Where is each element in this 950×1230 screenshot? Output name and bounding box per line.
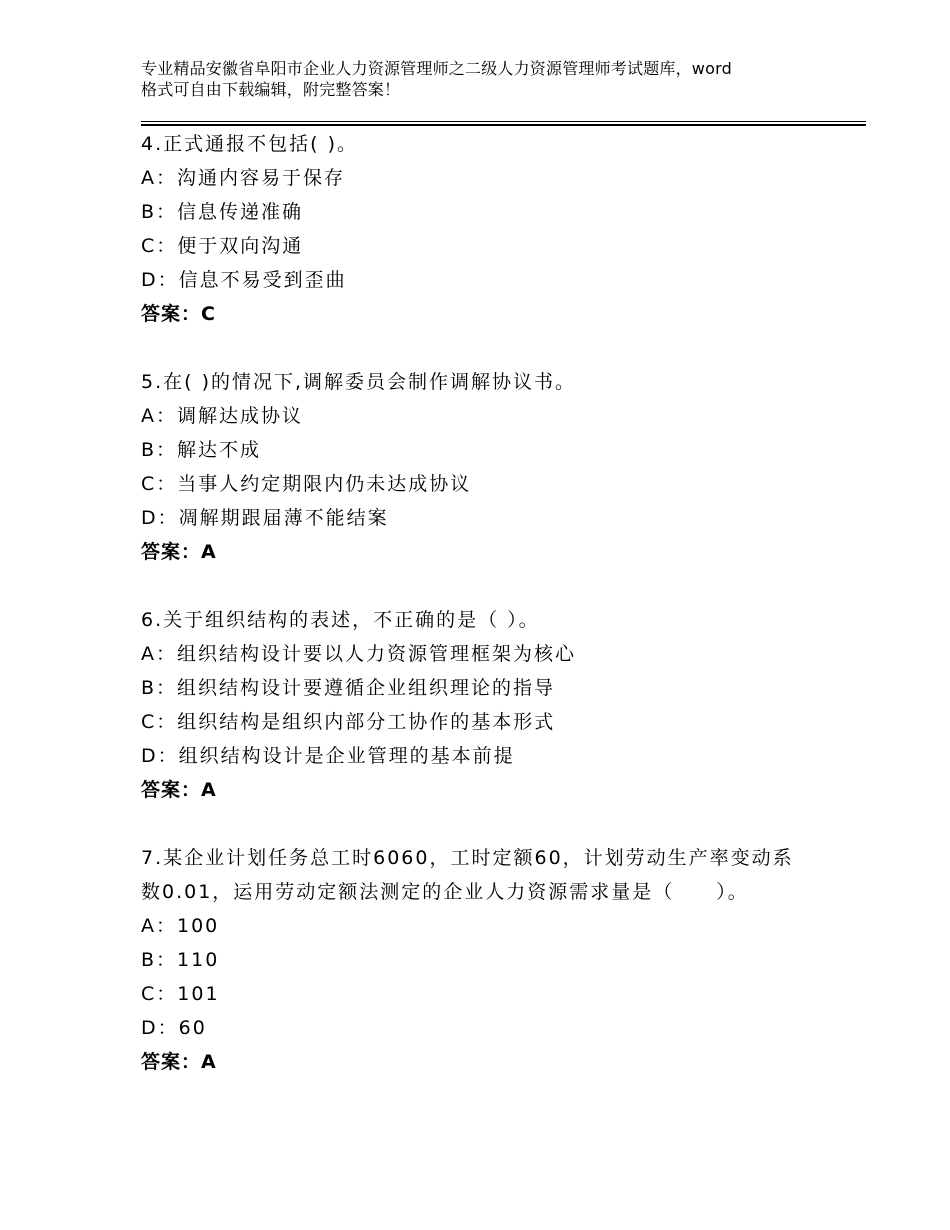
question-stem-line-1: 7.某企业计划任务总工时6060，工时定额60，计划劳动生产率变动系 [141,847,794,869]
page-header [141,58,831,100]
option-d: D：凋解期跟届薄不能结案 [141,507,389,529]
answer-label: 答案： [141,779,202,801]
option-c: C：当事人约定期限内仍未达成协议 [141,473,472,495]
question-stem: 6.关于组织结构的表述，不正确的是（ ）。 [141,609,540,631]
option-a: A：沟通内容易于保存 [141,167,345,189]
answer-label: 答案： [141,1051,202,1073]
option-a: A：组织结构设计要以人力资源管理框架为核心 [141,643,576,665]
question-list [141,127,841,1113]
option-b: B：解达不成 [141,439,262,461]
answer-line [141,773,841,807]
option-c: C：101 [141,983,220,1005]
answer-value: C [201,303,216,325]
option-d: D：信息不易受到歪曲 [141,269,347,291]
answer-value: A [201,1051,217,1073]
answer-label: 答案： [141,541,202,563]
question-4 [141,127,841,331]
option-c: C：便于双向沟通 [141,235,304,257]
answer-value: A [201,779,217,801]
question-stem: 5.在( )的情况下,调解委员会制作调解协议书。 [141,371,577,393]
option-d: D：组织结构设计是企业管理的基本前提 [141,745,515,767]
answer-value: A [201,541,217,563]
question-7 [141,841,841,1079]
answer-line [141,535,841,569]
question-stem: 4.正式通报不包括( )。 [141,133,358,155]
option-a: A：调解达成协议 [141,405,303,427]
option-c: C：组织结构是组织内部分工协作的基本形式 [141,711,556,733]
question-6 [141,603,841,807]
header-line-2: 格式可自由下载编辑，附完整答案！ [141,80,401,99]
option-d: D：60 [141,1017,207,1039]
answer-line [141,1045,841,1079]
option-b: B：组织结构设计要遵循企业组织理论的指导 [141,677,556,699]
option-b: B：110 [141,949,220,971]
header-divider [141,121,866,126]
option-a: A：100 [141,915,220,937]
question-5 [141,365,841,569]
option-b: B：信息传递准确 [141,201,304,223]
answer-line [141,297,841,331]
header-line-1: 专业精品安徽省阜阳市企业人力资源管理师之二级人力资源管理师考试题库，word [141,59,732,78]
question-stem-line-2: 数0.01，运用劳动定额法测定的企业人力资源需求量是（ ）。 [141,881,749,903]
answer-label: 答案： [141,303,202,325]
